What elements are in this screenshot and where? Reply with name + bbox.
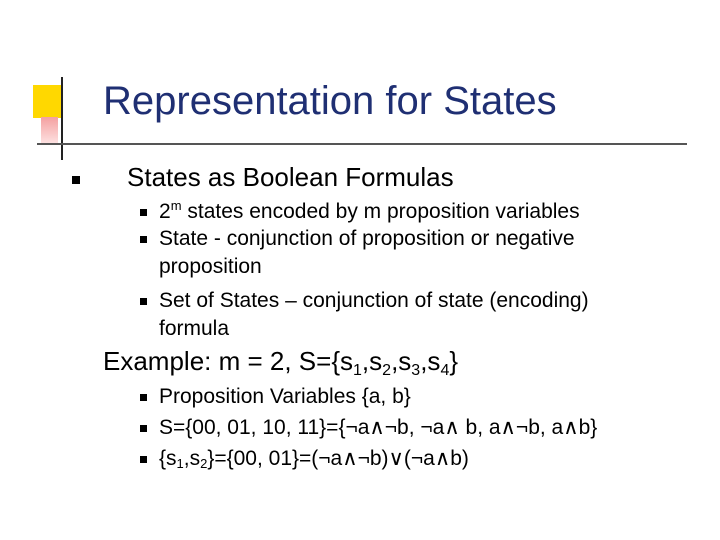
- slide-title: Representation for States: [103, 79, 557, 123]
- example-line: Example: m = 2, $S=\{s_1,s_2,s_3,s_4\}$: [103, 346, 459, 379]
- sub-bullet-marker: [140, 209, 147, 216]
- sub-bullet-proposition-variables: Proposition Variables {a, b}: [159, 385, 411, 408]
- sub-bullet-marker: [140, 298, 147, 305]
- sub-bullet-marker: [140, 425, 147, 432]
- bullet-states-as-boolean: States as Boolean Formulas: [127, 162, 454, 192]
- sub-bullet-set-of-states: Set of States – conjunction of state (encoding) formula: [159, 289, 589, 340]
- sub-bullet-s1-s2: $\{s_1,s_2\}=\{00$, 01}=(¬a∧¬b)∨(¬a∧b): [159, 447, 469, 471]
- sub-bullet-state-set: S={00, 01, 10, 11}={¬a∧¬b, ¬a∧ b, a∧¬b, a∧b}: [159, 416, 598, 439]
- sub-bullet-marker: [140, 456, 147, 463]
- sub-bullet-state-conjunction: State - conjunction of proposition or negative proposition: [159, 227, 575, 278]
- bullet-marker: [72, 176, 80, 184]
- title-underline: [37, 143, 687, 145]
- logo-yellow-square: [33, 85, 63, 118]
- logo-vertical-line: [61, 77, 63, 160]
- logo-pink-bar: [41, 117, 58, 143]
- sub-bullet-encoding: 2$^m$ states encoded by m proposition variables: [159, 198, 580, 223]
- sub-bullet-marker: [140, 236, 147, 243]
- sub-bullet-marker: [140, 394, 147, 401]
